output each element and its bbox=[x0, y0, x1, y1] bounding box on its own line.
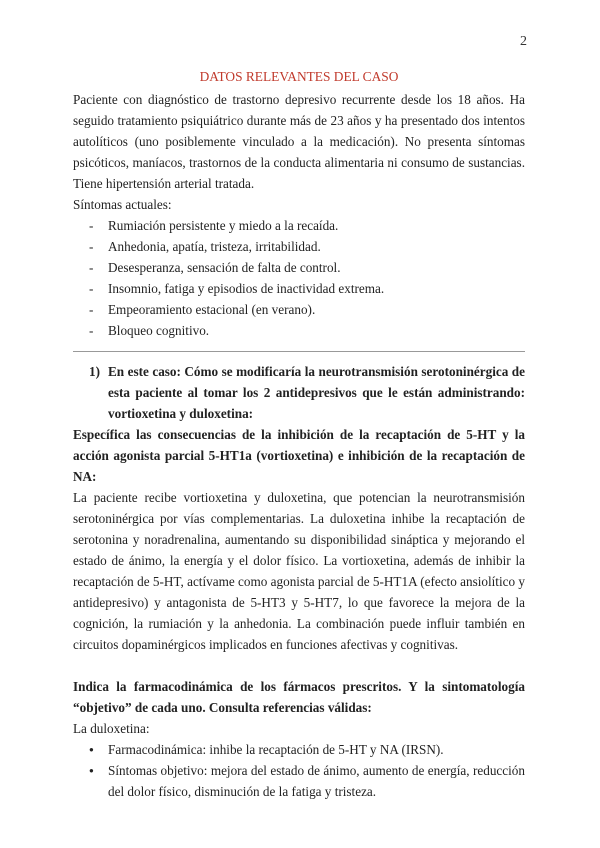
question-text: En este caso: Cómo se modificaría la neurotransmisión serotoninérgica de esta paciente al tomar los 2 antidepresivos que le están administrando: vortioxetina y duloxetina: bbox=[108, 364, 525, 421]
symptoms-list bbox=[73, 215, 525, 341]
page-content bbox=[73, 66, 525, 802]
section-title: DATOS RELEVANTES DEL CASO bbox=[199, 69, 399, 84]
symptom-item: - Empeoramiento estacional (en verano). bbox=[89, 299, 525, 320]
question-number: 1) bbox=[89, 364, 100, 379]
duloxetine-bullets bbox=[73, 739, 525, 802]
symptom-item: - Insomnio, fatiga y episodios de inactividad extrema. bbox=[89, 278, 525, 299]
symptom-item: - Bloqueo cognitivo. bbox=[89, 320, 525, 341]
symptom-item: - Rumiación persistente y miedo a la recaída. bbox=[89, 215, 525, 236]
page-number: 2 bbox=[520, 34, 527, 49]
question-1-answer: La paciente recibe vortioxetina y duloxetina, que potencian la neurotransmisión serotoninérgica por vías complementarias. La duloxetina inhibe la recaptación de serotonina y noradrenalina, aumentando su disponibilidad sináptica y mejorando el estado de ánimo, la energía y el dolor físico. La vortioxetina, además de inhibir la recaptación de 5-HT, actívame como agonista parcial de 5-HT1A (efecto ansiolítico y antidepresivo) y antagonista de 5-HT3 y 5-HT7, lo que favorece la mejora de la cognición, la rumiación y la anhedonia. La combinación puede influir también en circuitos dopaminérgicos implicados en funciones afectivas y cognitivas. bbox=[73, 490, 525, 652]
case-intro-paragraph: Paciente con diagnóstico de trastorno depresivo recurrente desde los 18 años. Ha seguido tratamiento psiquiátrico durante más de 23 años y ha presentado dos intentos autolíticos (uno posiblemente vinculado a la medicación). No presenta síntomas psicóticos, maníacos, trastornos de la conducta alimentaria ni consumo de sustancias. Tiene hipertensión arterial tratada. bbox=[73, 92, 525, 191]
drug-label: La duloxetina: bbox=[73, 721, 150, 736]
question-2-heading: Indica la farmacodinámica de los fármacos prescritos. Y la sintomatología “objetivo” de cada uno. Consulta referencias válidas: bbox=[73, 679, 525, 715]
symptom-item: - Anhedonia, apatía, tristeza, irritabilidad. bbox=[89, 236, 525, 257]
bullet-item: ● Farmacodinámica: inhibe la recaptación de 5-HT y NA (IRSN). bbox=[89, 739, 525, 760]
spacer bbox=[73, 655, 525, 676]
question-1 bbox=[89, 361, 525, 424]
question-1-subheading: Específica las consecuencias de la inhibición de la recaptación de 5-HT y la acción agonista parcial 5-HT1a (vortioxetina) e inhibición de la recaptación de NA: bbox=[73, 427, 525, 484]
bullet-item: ● Síntomas objetivo: mejora del estado de ánimo, aumento de energía, reducción del dolor físico, disminución de la fatiga y tristeza. bbox=[89, 760, 525, 802]
symptoms-label: Síntomas actuales: bbox=[73, 197, 172, 212]
section-divider bbox=[73, 351, 525, 352]
symptom-item: - Desesperanza, sensación de falta de control. bbox=[89, 257, 525, 278]
